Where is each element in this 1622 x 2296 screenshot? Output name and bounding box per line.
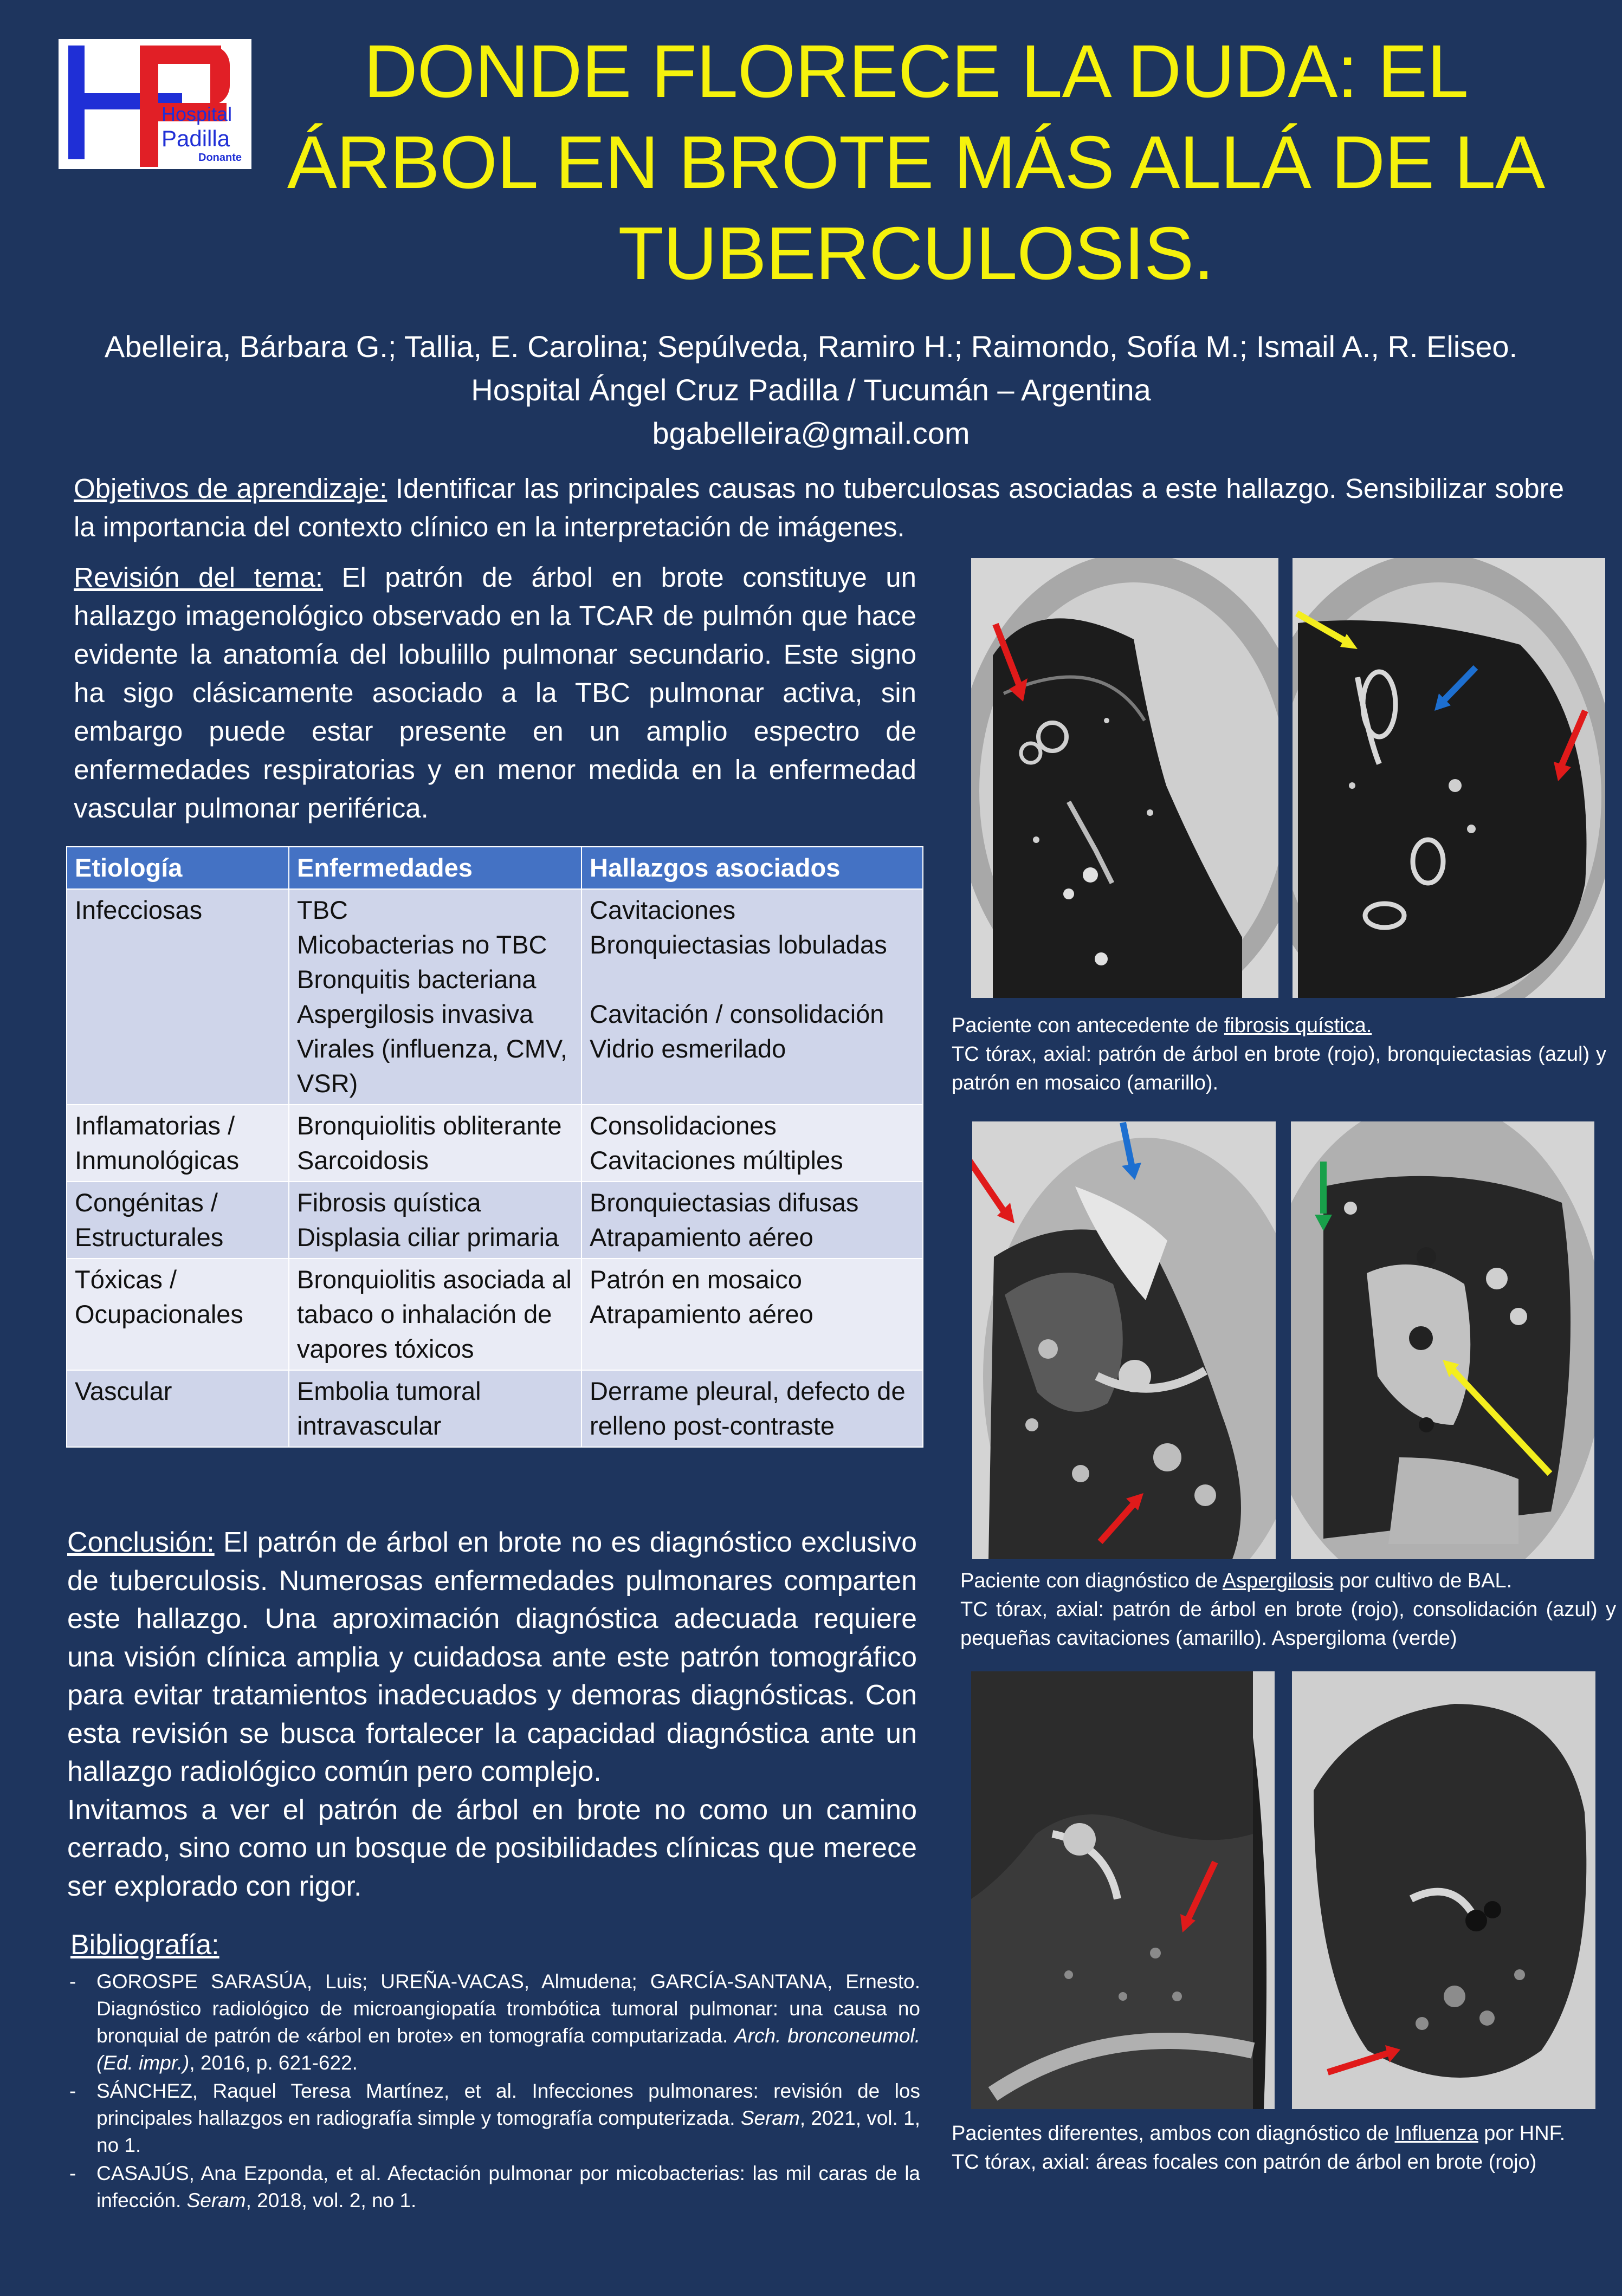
table-cell: Bronquiolitis asociada al tabaco o inhalación de vapores tóxicos — [289, 1259, 581, 1370]
table-cell: Congénitas / Estructurales — [67, 1182, 289, 1259]
bibliography-item — [69, 1968, 920, 2077]
conclusion-label: Conclusión: — [67, 1527, 215, 1558]
bibliography-list — [69, 1968, 920, 2215]
bibliography-journal: Seram — [186, 2189, 246, 2211]
bibliografia-title: Bibliografía: — [70, 1929, 219, 1961]
table-cell: Vascular — [67, 1370, 289, 1447]
bibliography-tail: , 2021, vol. 1, no 1. — [96, 2107, 920, 2156]
author-names: Abelleira, Bárbara G.; Tallia, E. Carolina; Sepúlveda, Ramiro H.; Raimondo, Sofía M.; Ismail A., R. Eliseo. — [104, 329, 1518, 364]
caption-2-post: por cultivo de BAL. — [1333, 1569, 1513, 1592]
list-bullet: - — [69, 1970, 76, 1993]
caption-1-line2: TC tórax, axial: patrón de árbol en brote (rojo), bronquiectasias (azul) y patrón en mosaico (amarillo). — [952, 1043, 1606, 1094]
table-cell: Bronquiolitis obliterante Sarcoidosis — [289, 1105, 581, 1182]
caption-3-link: Influenza — [1394, 2122, 1478, 2145]
table-cell: Cavitaciones Bronquiectasias lobuladas Cavitación / consolidación Vidrio esmerilado — [581, 889, 923, 1105]
bibliography-text: SÁNCHEZ, Raquel Teresa Martínez, et al. Infecciones pulmonares: revisión de los principales hallazgos en radiografía simple y tomografía computerizada. — [96, 2080, 920, 2129]
caption-2-link: Aspergilosis — [1222, 1569, 1334, 1592]
table-cell: Derrame pleural, defecto de relleno post-contraste — [581, 1370, 923, 1447]
table-cell: Consolidaciones Cavitaciones múltiples — [581, 1105, 923, 1182]
email: bgabelleira@gmail.com — [652, 416, 970, 450]
objetivos-section — [74, 469, 1564, 546]
ct-image-fq-2 — [1293, 558, 1605, 998]
table-header: Etiología — [67, 847, 289, 889]
ct-image-fq-1 — [971, 558, 1278, 998]
table-header-row — [67, 847, 923, 889]
logo-text-2: Padilla — [161, 126, 230, 151]
table-cell: Inflamatorias / Inmunológicas — [67, 1105, 289, 1182]
bibliography-tail: , 2018, vol. 2, no 1. — [245, 2189, 417, 2211]
logo-text-3: Donante — [198, 152, 242, 164]
caption-1-link: fibrosis quística. — [1224, 1014, 1372, 1037]
table-row — [67, 889, 923, 1105]
table-cell: Embolia tumoral intravascular — [289, 1370, 581, 1447]
ct-image-flu-2 — [1292, 1671, 1595, 2109]
poster-title: DONDE FLORECE LA DUDA: EL ÁRBOL EN BROTE MÁS ALLÁ DE LA TUBERCULOSIS. — [287, 30, 1545, 295]
objetivos-label: Objetivos de aprendizaje: — [74, 473, 387, 504]
conclusion-section — [67, 1523, 917, 1905]
revision-section — [74, 558, 916, 827]
table-header: Enfermedades — [289, 847, 581, 889]
table-row — [67, 1105, 923, 1182]
table-cell: Tóxicas / Ocupacionales — [67, 1259, 289, 1370]
list-bullet: - — [69, 2080, 76, 2102]
hospital-logo — [59, 39, 251, 169]
bibliography-journal: Arch. bronconeumol.(Ed. impr.) — [96, 2025, 920, 2074]
authors-block — [0, 325, 1622, 455]
table-cell: Patrón en mosaico Atrapamiento aéreo — [581, 1259, 923, 1370]
caption-3-pre: Pacientes diferentes, ambos con diagnóstico de — [952, 2122, 1395, 2145]
conclusion-text: El patrón de árbol en brote no es diagnóstico exclusivo de tuberculosis. Numerosas enfermedades pulmonares comparten este hallazgo. Una aproximación diagnóstica adecuada requiere una visión clínica amplia y cuidadosa ante este patrón tomográfico para evitar tratamientos inadecuados y demoras diagnósticas. Con esta revisión se busca fortalecer la capacidad diagnóstica ante un hallazgo radiológico común pero complejo. — [67, 1527, 917, 1787]
table-cell: Infecciosas — [67, 889, 289, 1105]
conclusion-text-2: Invitamos a ver el patrón de árbol en brote no como un camino cerrado, sino como un bosque de posibilidades clínicas que merece ser explorado con rigor. — [67, 1794, 917, 1902]
institution: Hospital Ángel Cruz Padilla / Tucumán – Argentina — [471, 373, 1151, 407]
bibliography-item — [69, 2078, 920, 2159]
caption-influenza — [952, 2119, 1606, 2177]
table-row — [67, 1259, 923, 1370]
caption-1-pre: Paciente con antecedente de — [952, 1014, 1224, 1037]
caption-2-pre: Paciente con diagnóstico de — [960, 1569, 1223, 1592]
table-cell: TBC Micobacterias no TBC Bronquitis bacteriana Aspergilosis invasiva Virales (influenza, CMV, VSR) — [289, 889, 581, 1105]
ct-image-asp-2 — [1291, 1121, 1594, 1559]
caption-aspergilosis — [960, 1567, 1616, 1653]
bibliography-tail: , 2016, p. 621-622. — [189, 2052, 358, 2074]
revision-text: El patrón de árbol en brote constituye un hallazgo imagenológico observado en la TCAR de pulmón que hace evidente la anatomía del lobulillo pulmonar secundario. Este signo ha sigo clásicamente asociado a la TBC pulmonar activa, sin embargo puede estar presente en un amplio espectro de enfermedades respiratorias y en menor medida en la enfermedad vascular pulmonar periférica. — [74, 562, 916, 823]
bibliography-item — [69, 2160, 920, 2214]
bibliography-journal: Seram — [740, 2107, 800, 2129]
table-row — [67, 1182, 923, 1259]
list-bullet: - — [69, 2162, 76, 2184]
revision-label: Revisión del tema: — [74, 562, 324, 593]
etiology-table — [66, 846, 923, 1448]
logo-text-1: Hospital — [161, 103, 232, 125]
objetivos-text: Identificar las principales causas no tuberculosas asociadas a este hallazgo. Sensibilizar sobre la importancia del contexto clínico en la interpretación de imágenes. — [74, 473, 1564, 542]
ct-image-flu-1 — [971, 1671, 1275, 2109]
table-header: Hallazgos asociados — [581, 847, 923, 889]
table-cell: Bronquiectasias difusas Atrapamiento aéreo — [581, 1182, 923, 1259]
table-cell: Fibrosis quística Displasia ciliar primaria — [289, 1182, 581, 1259]
bibliography-text: CASAJÚS, Ana Ezponda, et al. Afectación pulmonar por micobacterias: las mil caras de la infección. — [96, 2162, 920, 2211]
ct-image-asp-1 — [972, 1121, 1276, 1559]
caption-fibrosis — [952, 1011, 1606, 1098]
caption-2-line2: TC tórax, axial: patrón de árbol en brote (rojo), consolidación (azul) y pequeñas cavitaciones (amarillo). Aspergiloma (verde) — [960, 1598, 1616, 1650]
bibliography-text: GOROSPE SARASÚA, Luis; UREÑA-VACAS, Almudena; GARCÍA-SANTANA, Ernesto. Diagnóstico radiológico de microangiopatía trombótica tumoral pulmonar: una causa no bronquial de patrón de «árbol en brote» en tomografía computarizada. — [96, 1970, 920, 2047]
caption-3-post: por HNF. — [1478, 2122, 1566, 2145]
table-row — [67, 1370, 923, 1447]
caption-3-line2: TC tórax, axial: áreas focales con patrón de árbol en brote (rojo) — [952, 2151, 1537, 2174]
